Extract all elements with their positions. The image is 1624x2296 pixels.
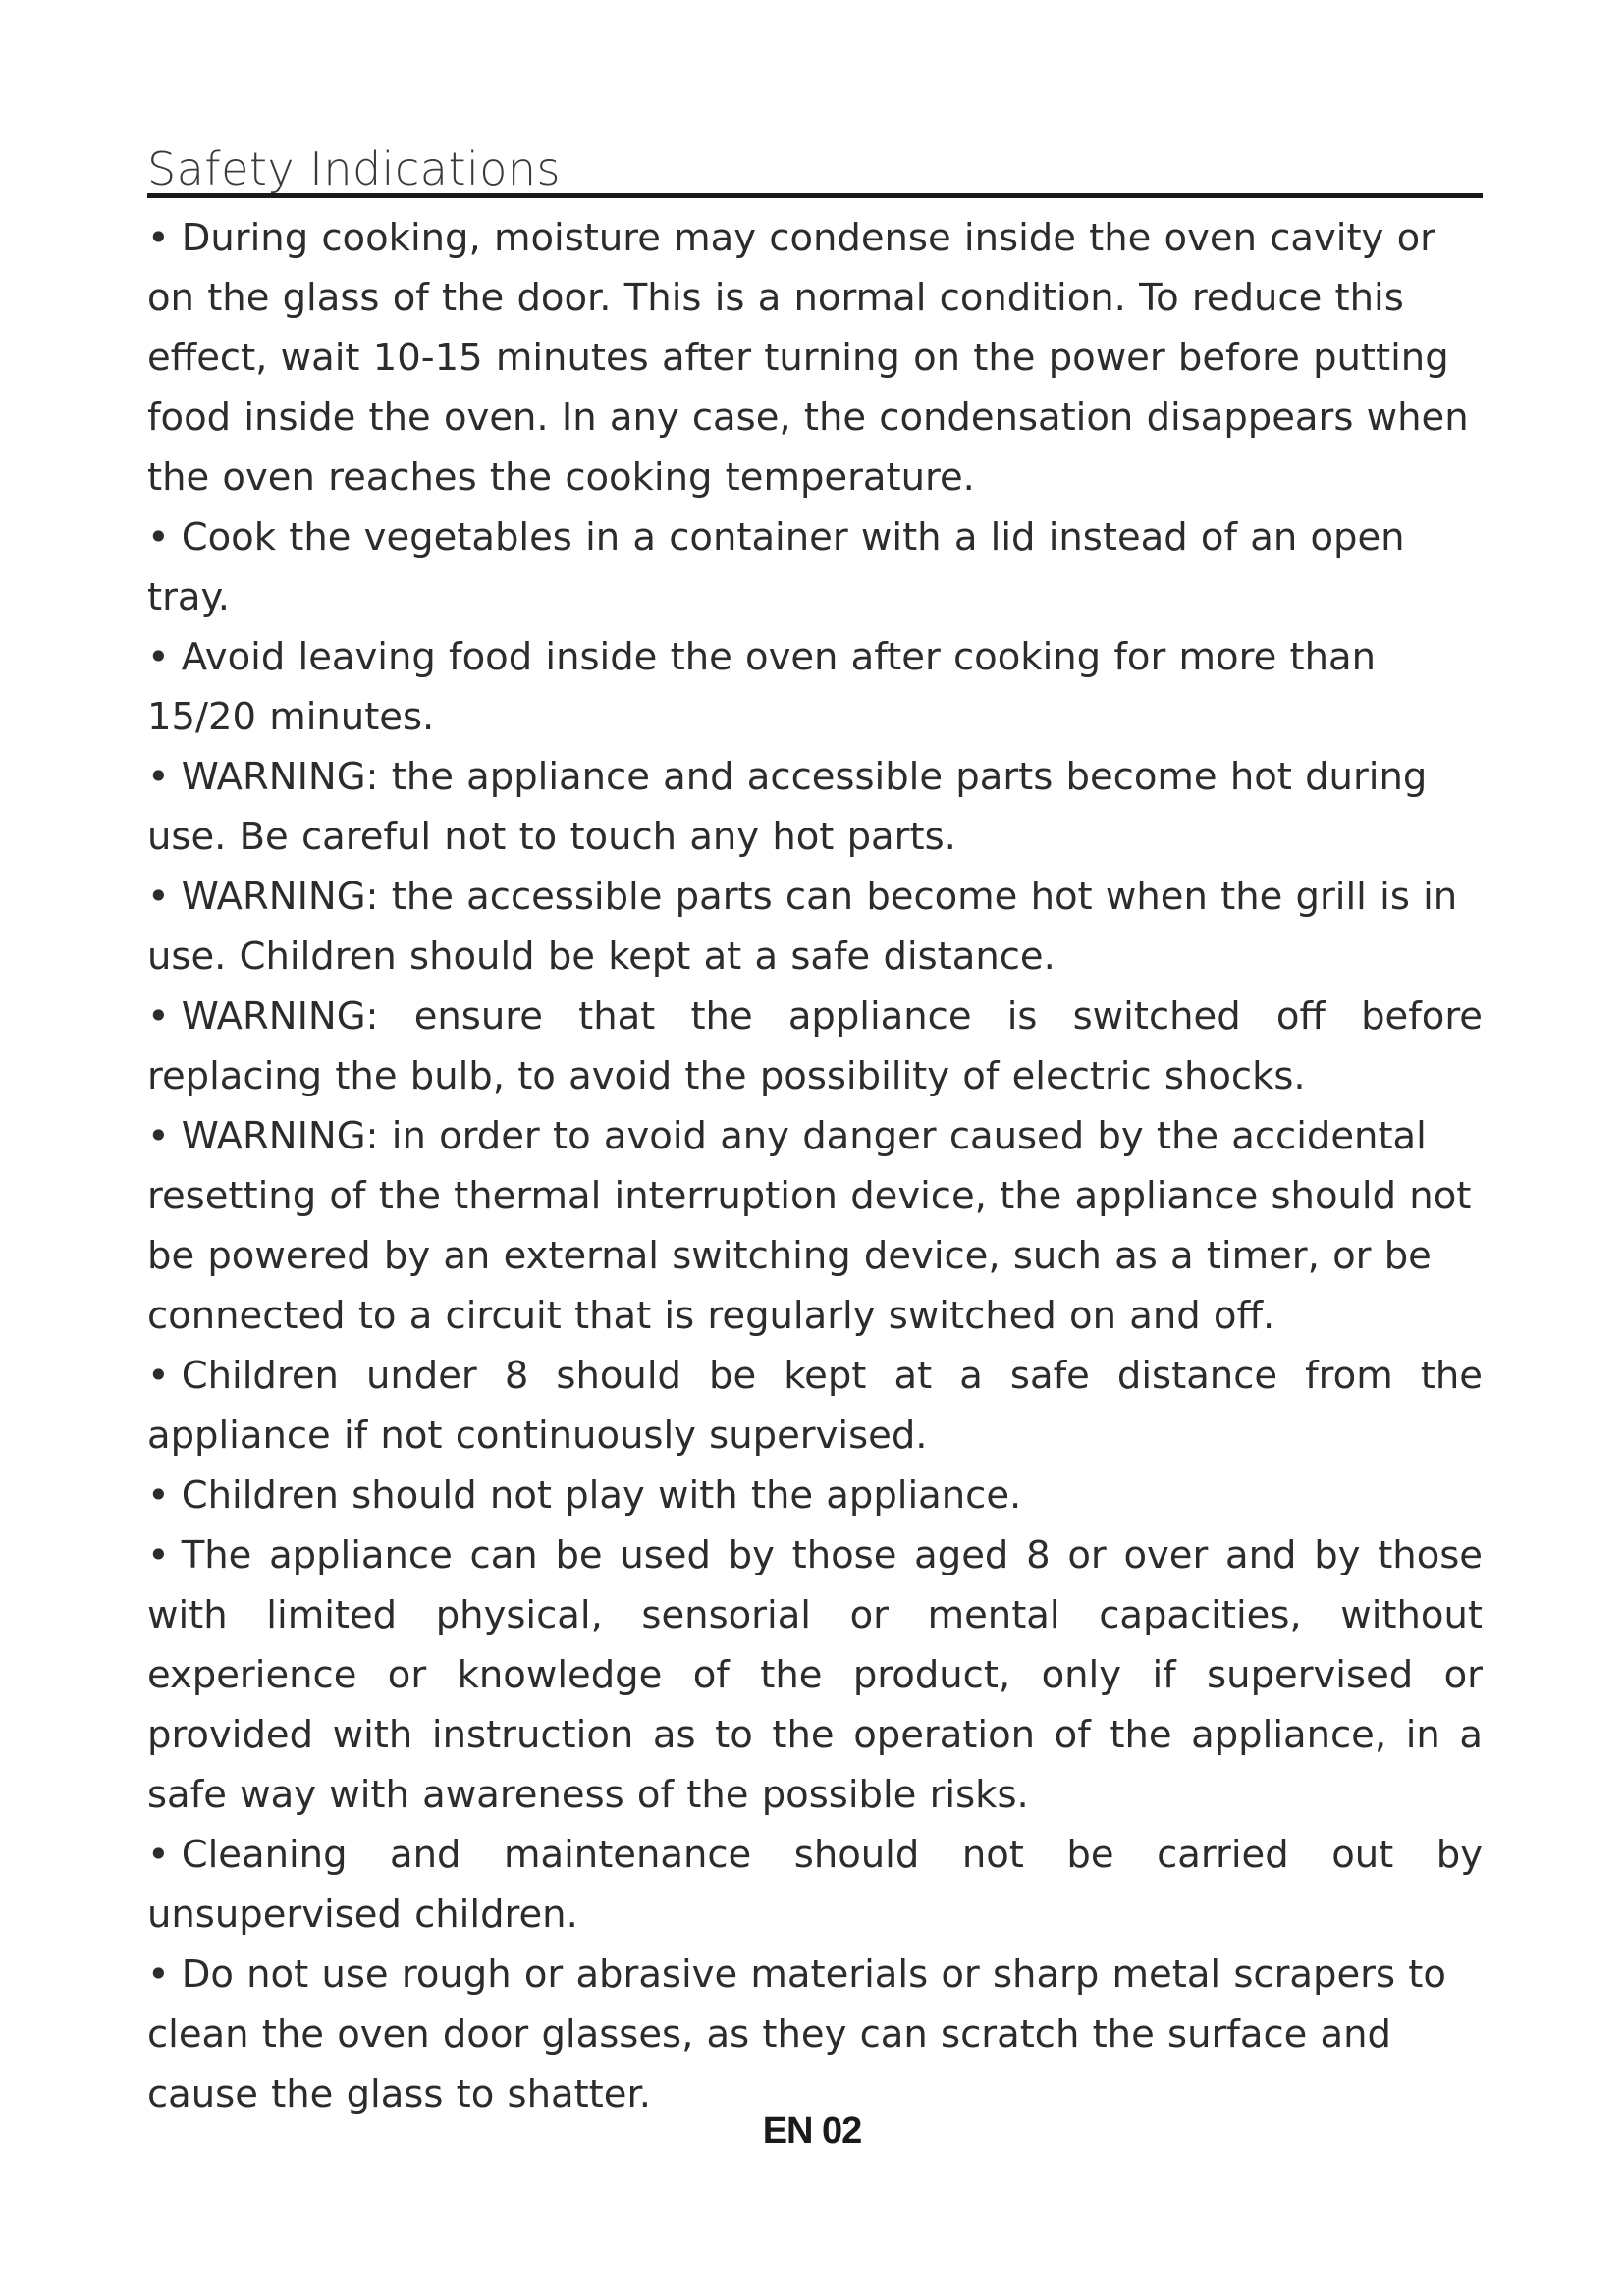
- list-item: [147, 507, 1483, 627]
- bullet-icon: •: [147, 875, 170, 919]
- section-title: Safety Indications: [147, 142, 562, 195]
- list-item-text: Avoid leaving food inside the oven after cooking for more than 15/20 minutes.: [147, 635, 1376, 739]
- list-item-text: The appliance can be used by those aged 8 or over and by those with limited physical, sensorial or mental capacities, without experience or knowledge of the product, only if supervised or provided with instruction as to the operation of the appliance, in a safe way with awareness of the possible risks.: [147, 1533, 1483, 1817]
- bullet-icon: •: [147, 1952, 170, 1997]
- list-item: [147, 1825, 1483, 1945]
- list-item: [147, 208, 1483, 507]
- bullet-icon: •: [147, 1354, 170, 1398]
- section-header: [147, 137, 1483, 198]
- list-item-text: During cooking, moisture may condense inside the oven cavity or on the glass of the door. This is a normal condition. To reduce this effect, wait 10-15 minutes after turning on the power before putting food inside the oven. In any case, the condensation disappears when the oven reaches the cooking temperature.: [147, 216, 1469, 500]
- list-item: [147, 987, 1483, 1106]
- list-item: [147, 1466, 1483, 1525]
- bullet-icon: •: [147, 515, 170, 560]
- list-item-text: Cook the vegetables in a container with a lid instead of an open tray.: [147, 515, 1405, 619]
- bullet-icon: •: [147, 635, 170, 679]
- list-item-text: WARNING: the appliance and accessible parts become hot during use. Be careful not to touch any hot parts.: [147, 755, 1428, 859]
- list-item-text: Children should not play with the appliance.: [181, 1473, 1022, 1518]
- list-item: [147, 1106, 1483, 1346]
- list-item-text: WARNING: the accessible parts can become hot when the grill is in use. Children should be kept at a safe distance.: [147, 875, 1458, 979]
- list-item-text: WARNING: ensure that the appliance is switched off before replacing the bulb, to avoid the possibility of electric shocks.: [147, 994, 1483, 1098]
- bullet-icon: •: [147, 1114, 170, 1158]
- bullet-icon: •: [147, 755, 170, 799]
- page-number: EN 02: [762, 2110, 862, 2152]
- bullet-icon: •: [147, 1473, 170, 1518]
- document-page: [147, 137, 1483, 2124]
- bullet-icon: •: [147, 216, 170, 260]
- list-item: [147, 1346, 1483, 1466]
- list-item: [147, 627, 1483, 747]
- list-item-text: WARNING: in order to avoid any danger caused by the accidental resetting of the thermal interruption device, the appliance should not be powered by an external switching device, such as a timer, or be connected to a circuit that is regularly switched on and off.: [147, 1114, 1472, 1338]
- bullet-icon: •: [147, 1533, 170, 1577]
- bullet-icon: •: [147, 994, 170, 1039]
- list-item-text: Do not use rough or abrasive materials or sharp metal scrapers to clean the oven door glasses, as they can scratch the surface and cause the glass to shatter.: [147, 1952, 1446, 2116]
- safety-list: [147, 208, 1483, 2124]
- list-item: [147, 1525, 1483, 1825]
- list-item-text: Children under 8 should be kept at a safe distance from the appliance if not continuously supervised.: [147, 1354, 1483, 1458]
- list-item: [147, 747, 1483, 867]
- bullet-icon: •: [147, 1833, 170, 1877]
- list-item: [147, 1945, 1483, 2124]
- list-item-text: Cleaning and maintenance should not be carried out by unsupervised children.: [147, 1833, 1483, 1937]
- list-item: [147, 867, 1483, 987]
